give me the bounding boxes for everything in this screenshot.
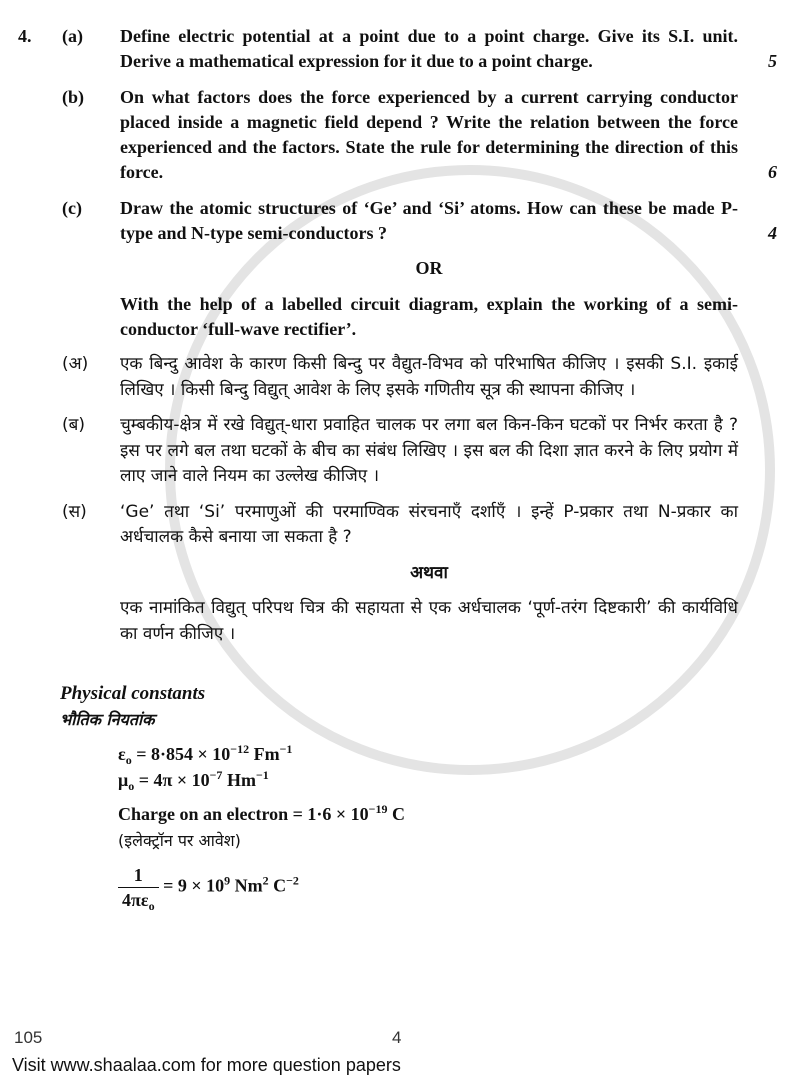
part-b-label: (b) [62, 86, 84, 107]
eps-unit-exp: −1 [279, 742, 293, 757]
hindi-part-b-label: (ब) [62, 415, 85, 436]
mu-unit: Hm [222, 770, 256, 791]
electron-exp: −19 [368, 802, 388, 817]
part-c-text: Draw the atomic structures of ‘Ge’ and ‘Si’ atoms. How can these be made P-type and N-type semi-conductors ? [120, 197, 738, 244]
fraction [118, 863, 159, 912]
constant-electron-charge [118, 801, 800, 827]
part-c-row [0, 196, 800, 247]
constants-heading-hindi: भौतिक नियतांक [60, 710, 155, 730]
part-c-marks: 4 [768, 223, 777, 244]
hindi-part-c-label: (स) [62, 501, 87, 522]
mu-exp: −7 [209, 768, 223, 783]
or-text: With the help of a labelled circuit diagram, explain the working of a semi-conductor ‘full-wave rectifier’. [120, 293, 738, 339]
or-label: OR [415, 258, 443, 279]
constant-mu0 [118, 767, 800, 793]
or-row [0, 292, 800, 343]
hindi-or-label: अथवा [410, 562, 448, 583]
page-code: 105 [14, 1028, 43, 1047]
part-c-label: (c) [62, 197, 82, 218]
mu-symbol: μ [118, 770, 129, 791]
coulomb-value: = 9 × 10 [158, 875, 225, 896]
eps-symbol: ε [118, 744, 126, 765]
coulomb-unit: Nm [230, 875, 263, 896]
electron-unit: C [387, 804, 406, 825]
eps-unit: Fm [249, 744, 280, 765]
hindi-part-c-row [0, 500, 800, 551]
coulomb-unit2: C [268, 875, 287, 896]
part-b-marks: 6 [768, 162, 777, 183]
footer-link[interactable]: Visit www.shaalaa.com for more question papers [12, 1055, 401, 1075]
den-sub: o [148, 899, 155, 914]
constants-heading: Physical constants [60, 683, 206, 705]
hindi-or-row [0, 596, 800, 647]
electron-value: Charge on an electron = 1·6 × 10 [118, 804, 369, 825]
constant-epsilon0 [118, 741, 800, 767]
part-a-text: Define electric potential at a point due to a point charge. Give its S.I. unit. Derive a mathematical expression for it due to a point charge. [120, 26, 738, 72]
constants-list [118, 741, 800, 912]
page-number: 4 [392, 1028, 402, 1047]
mu-value: = 4π × 10 [134, 770, 210, 791]
eps-value: = 8·854 × 10 [131, 744, 231, 765]
fraction-denominator [118, 888, 159, 912]
hindi-part-b-row [0, 413, 800, 490]
mu-sub: o [128, 779, 135, 794]
coulomb-exp: 9 [224, 873, 231, 888]
electron-charge-hindi: (इलेक्ट्रॉन पर आवेश) [118, 831, 241, 851]
part-b-text: On what factors does the force experienced by a current carrying conductor placed inside a magnetic field depend ? Write the relation between the force experienced and the factors. State the rule for determining the direction of this force. [120, 86, 738, 183]
den-text: 4πε [122, 890, 149, 911]
eps-exp: −12 [230, 742, 250, 757]
hindi-part-b-text: चुम्बकीय-क्षेत्र में रखे विद्युत्-धारा प्रवाहित चालक पर लगा बल किन-किन घटकों पर निर्भर करता है ? इस पर लगे बल तथा घटकों के बीच का संबंध लिखिए । इस बल की दिशा ज्ञात करने के लिए प्रयोग में लाए जाने वाले नियम का उल्लेख कीजिए । [120, 415, 738, 487]
part-b-row [0, 85, 800, 186]
hindi-part-a-row [0, 352, 800, 403]
part-a-row [0, 24, 800, 75]
eps-sub: o [125, 753, 132, 768]
coulomb-unit-exp: 2 [262, 873, 269, 888]
hindi-part-c-text: ‘Ge’ तथा ‘Si’ परमाणुओं की परमाण्विक संरचनाएँ दर्शाएँ । इन्हें P-प्रकार तथा N-प्रकार का अर्धचालक कैसे बनाया जा सकता है ? [120, 501, 738, 548]
hindi-or-text: एक नामांकित विद्युत् परिपथ चित्र की सहायता से एक अर्धचालक ‘पूर्ण-तरंग दिष्टकारी’ की कार्यविधि का वर्णन कीजिए । [120, 598, 738, 644]
constant-coulomb [118, 863, 800, 912]
coulomb-unit2-exp: −2 [286, 873, 299, 888]
question-number: 4. [18, 26, 32, 46]
mu-unit-exp: −1 [255, 768, 269, 783]
part-a-marks: 5 [768, 51, 777, 72]
hindi-part-a-text: एक बिन्दु आवेश के कारण किसी बिन्दु पर वैद्युत-विभव को परिभाषित कीजिए । इसकी S.I. इकाई लिखिए । किसी बिन्दु विद्युत् आवेश के लिए इसके गणितीय सूत्र की स्थापना कीजिए । [120, 354, 738, 400]
part-a-label: (a) [62, 26, 83, 46]
hindi-part-a-label: (अ) [62, 354, 89, 375]
fraction-numerator: 1 [118, 863, 159, 888]
